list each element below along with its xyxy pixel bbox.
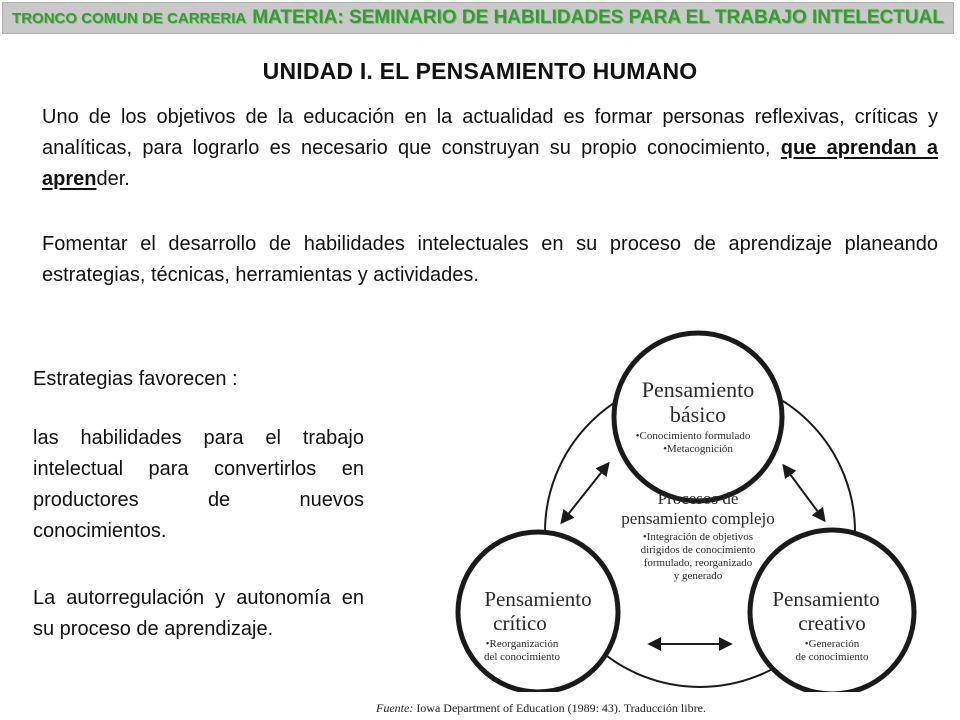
intro-paragraph-1 bbox=[42, 102, 938, 195]
basico-title-2: básico bbox=[669, 402, 727, 427]
header-prefix: TRONCO COMUN DE CARRERIA bbox=[12, 9, 247, 27]
figure-caption bbox=[376, 701, 706, 716]
center-line-1: •Integración de objetivos bbox=[642, 531, 754, 543]
thinking-diagram bbox=[440, 322, 960, 692]
center-title-1: Procesos de bbox=[657, 489, 739, 508]
header-subject: MATERIA: SEMINARIO DE HABILIDADES PARA EL TRABAJO INTELECTUAL bbox=[252, 7, 944, 28]
arrow-right bbox=[784, 466, 824, 520]
critico-title-1: Pensamiento bbox=[484, 587, 592, 611]
basico-bullet-2: •Metacognición bbox=[663, 443, 733, 455]
unit-title: UNIDAD I. EL PENSAMIENTO HUMANO bbox=[262, 58, 698, 84]
caption-text: Iowa Department of Education (1989: 43). Traducción libre. bbox=[413, 701, 706, 715]
strategies-heading: Estrategias favorecen : bbox=[33, 368, 238, 390]
center-line-3: formulado, reorganizado bbox=[643, 557, 753, 569]
arrow-left bbox=[562, 464, 608, 522]
header-bar bbox=[2, 2, 954, 34]
center-line-2: dirigidos de conocimiento bbox=[640, 544, 756, 556]
creativo-bullet-1: •Generación bbox=[804, 638, 860, 650]
caption-label: Fuente: bbox=[376, 701, 414, 715]
intro-p1-before: Uno de los objetivos de la educación en la actualidad es formar personas reflexivas, críticas y analíticas, para lograrlo es necesario que construyan su propio conocimiento, bbox=[42, 106, 938, 159]
intro-p1-after: der. bbox=[96, 168, 130, 190]
basico-bullet-1: •Conocimiento formulado bbox=[635, 430, 751, 442]
intro-paragraph-2: Fomentar el desarrollo de habilidades intelectuales en su proceso de aprendizaje planeando estrategias, técnicas, herramientas y actividades. bbox=[42, 233, 938, 286]
creativo-title-2: creativo bbox=[798, 611, 866, 635]
creativo-title-1: Pensamiento bbox=[772, 587, 880, 611]
center-title-2: pensamiento complejo bbox=[621, 509, 775, 528]
critico-title-2: crítico bbox=[493, 611, 547, 635]
basico-title-1: Pensamiento bbox=[641, 377, 755, 402]
critico-bullet-1: •Reorganización bbox=[485, 638, 559, 650]
critico-bullet-2: del conocimiento bbox=[483, 651, 561, 663]
strategies-item-1: las habilidades para el trabajo intelectual para convertirlos en productores de nuevos conocimientos. bbox=[33, 427, 364, 542]
center-line-4: y generado bbox=[673, 570, 723, 582]
creativo-bullet-2: de conocimiento bbox=[795, 651, 869, 663]
intro-p1-underlined: que aprendan a apren bbox=[42, 137, 938, 190]
strategies-item-2: La autorregulación y autonomía en su proceso de aprendizaje. bbox=[33, 587, 364, 640]
